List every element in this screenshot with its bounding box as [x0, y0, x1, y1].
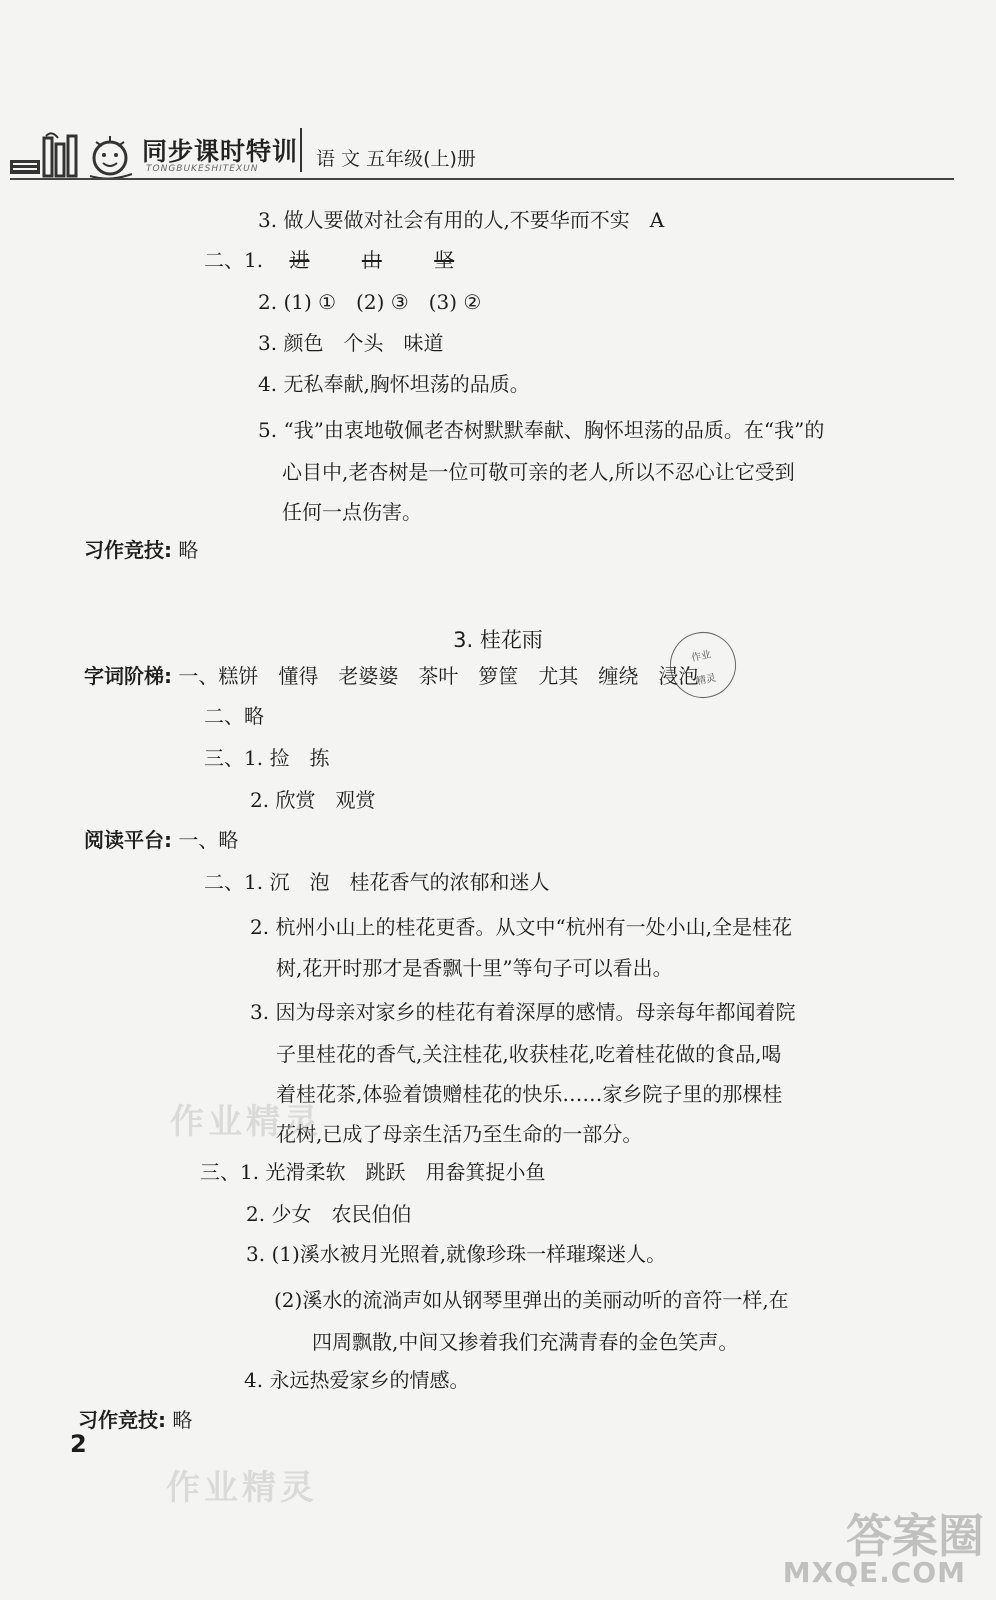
answer-line: 2. 少女 农民伯伯	[246, 1202, 412, 1226]
answer-line: 花树,已成了母亲生活乃至生命的一部分。	[276, 1122, 643, 1146]
answer-line: 四周飘散,中间又掺着我们充满青春的金色笑声。	[312, 1330, 739, 1354]
watermark-text: 作业精灵	[166, 1468, 318, 1508]
header-rule	[10, 178, 954, 180]
answer-line: 心目中,老杏树是一位可敬可亲的老人,所以不忍心让它受到	[282, 460, 795, 484]
section-label: 字词阶梯:	[84, 664, 172, 688]
brand-pinyin: TONGBUKESHITEXUN	[146, 164, 259, 174]
section-value: 略	[172, 1408, 193, 1432]
page-header	[0, 118, 996, 188]
answer-line: 3. 因为母亲对家乡的桂花有着深厚的感情。母亲每年都闻着院	[250, 1000, 796, 1024]
section-line	[78, 1410, 192, 1430]
answer-line: 二、1. 沉 泡 桂花香气的浓郁和迷人	[204, 870, 550, 894]
section-line	[84, 540, 198, 560]
answer-text: 一、略	[178, 828, 239, 852]
stamp-text: 作业	[690, 649, 713, 665]
section-line	[84, 666, 698, 686]
answer-text: 一、糕饼 懂得 老婆婆 茶叶 箩筐 尤其 缠绕 浸泡	[178, 664, 699, 688]
answer-line: 三、1. 光滑柔软 跳跃 用畚箕捉小鱼	[200, 1160, 546, 1184]
section-label: 习作竞技:	[84, 538, 172, 562]
answer-line: 3. 颜色 个头 味道	[258, 331, 444, 355]
books-logo-icon	[10, 130, 140, 182]
section-label: 习作竞技:	[78, 1408, 166, 1432]
answer-line: 二、略	[204, 704, 264, 728]
answer-line: 2. 杭州小山上的桂花更香。从文中“杭州有一处小山,全是桂花	[250, 915, 793, 939]
answer-line: 2. (1) ① (2) ③ (3) ②	[258, 290, 482, 314]
section-label: 阅读平台:	[84, 828, 172, 852]
struck-word: 进	[289, 248, 310, 272]
section-value: 略	[178, 538, 199, 562]
page-number: 2	[70, 1430, 87, 1458]
answer-line: 着桂花茶,体验着馈赠桂花的快乐……家乡院子里的那棵桂	[276, 1082, 783, 1106]
answer-line: 2. 欣赏 观赏	[250, 788, 376, 812]
answer-line: 4. 无私奉献,胸怀坦荡的品质。	[258, 372, 530, 396]
brand-title: 同步课时特训	[142, 137, 299, 166]
watermark-url: MXQE.COM	[782, 1556, 966, 1589]
stamp-text: 精灵	[695, 672, 718, 688]
watermark-text: 作业精灵	[170, 1102, 322, 1142]
struck-word: 由	[361, 248, 382, 272]
answer-line	[204, 250, 454, 270]
answer-prefix: 二、1.	[204, 248, 264, 272]
header-divider	[300, 128, 302, 172]
struck-word: 坚	[434, 248, 455, 272]
lesson-title: 3. 桂花雨	[453, 628, 543, 652]
answer-line: 4. 永远热爱家乡的情感。	[244, 1368, 470, 1392]
section-line	[84, 830, 238, 850]
answer-line: 树,花开时那才是香飘十里”等句子可以看出。	[276, 956, 673, 980]
subject-label: 语 文 五年级(上)册	[316, 148, 476, 170]
answer-line: (2)溪水的流淌声如从钢琴里弹出的美丽动听的音符一样,在	[274, 1288, 789, 1312]
answer-line: 子里桂花的香气,关注桂花,收获桂花,吃着桂花做的食品,喝	[276, 1042, 782, 1066]
corner-watermark: 答案圈	[846, 1509, 984, 1563]
answer-line: 3. 做人要做对社会有用的人,不要华而不实 A	[258, 208, 665, 232]
answer-line: 任何一点伤害。	[282, 500, 422, 524]
answer-line: 三、1. 捡 拣	[204, 746, 330, 770]
answer-line: 3. (1)溪水被月光照着,就像珍珠一样璀璨迷人。	[246, 1242, 667, 1266]
answer-line: 5. “我”由衷地敬佩老杏树默默奉献、胸怀坦荡的品质。在“我”的	[258, 418, 825, 442]
